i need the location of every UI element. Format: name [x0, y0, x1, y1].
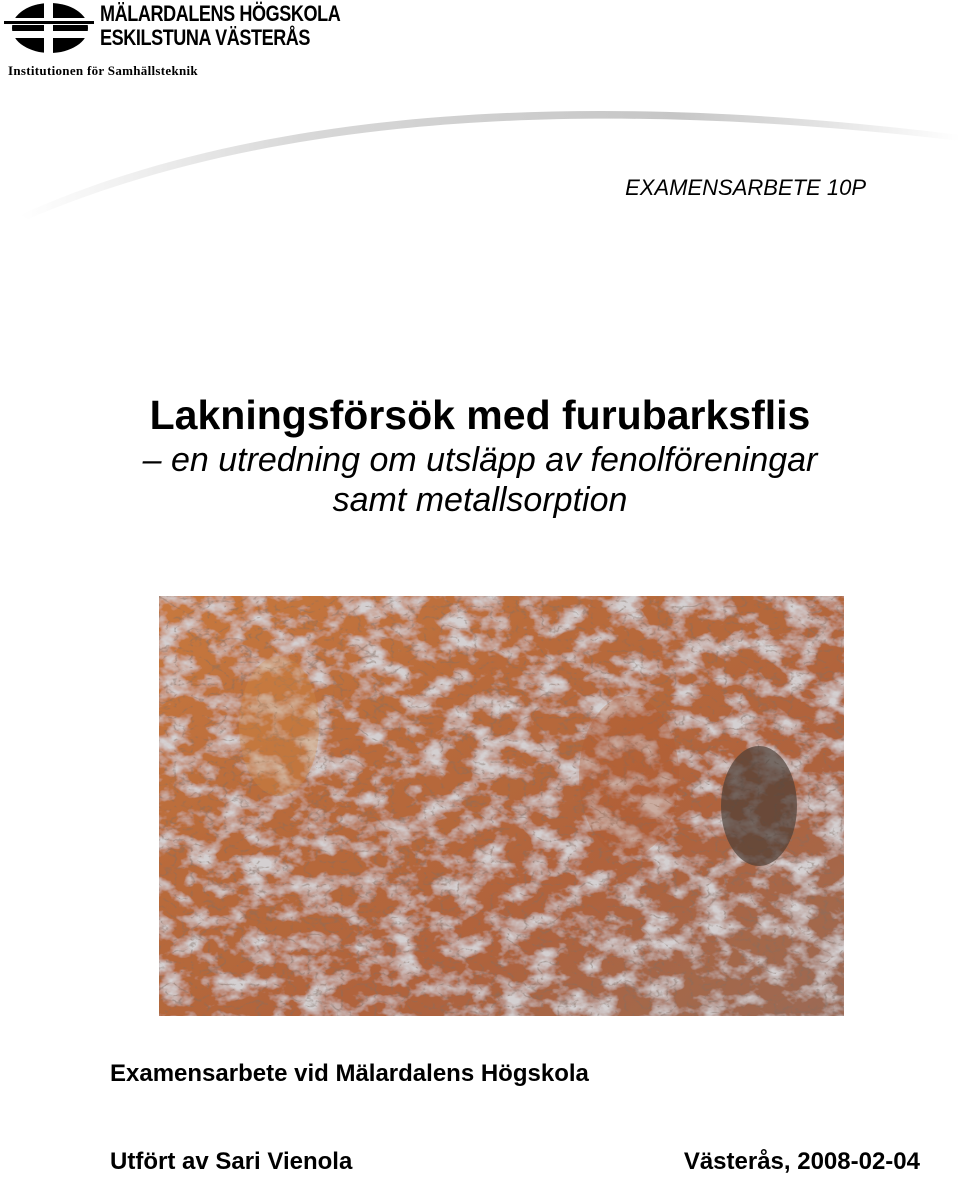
exam-label: EXAMENSARBETE 10P	[625, 175, 866, 200]
logo-wordmark	[100, 2, 340, 50]
institution-name: Institutionen för Samhällsteknik	[8, 63, 198, 78]
title-block	[0, 390, 960, 520]
subtitle-line-2: samt metallsorption	[332, 481, 628, 519]
logo-line-2: ESKILSTUNA VÄSTERÅS	[100, 25, 311, 50]
place-date: Västerås, 2008-02-04	[683, 1148, 920, 1175]
pine-bark-photo	[159, 596, 844, 1016]
decorative-swoosh	[0, 85, 960, 225]
author-line: Utfört av Sari Vienola	[110, 1148, 353, 1175]
exam-institution: Examensarbete vid Mälardalens Högskola	[110, 1060, 589, 1087]
subtitle-line-1: – en utredning om utsläpp av fenolföreningar	[142, 441, 818, 479]
page-title: Lakningsförsök med furubarksflis	[149, 392, 811, 438]
logo-line-1: MÄLARDALENS HÖGSKOLA	[100, 1, 341, 26]
logo-mark-icon	[4, 2, 94, 54]
university-logo	[4, 1, 341, 54]
